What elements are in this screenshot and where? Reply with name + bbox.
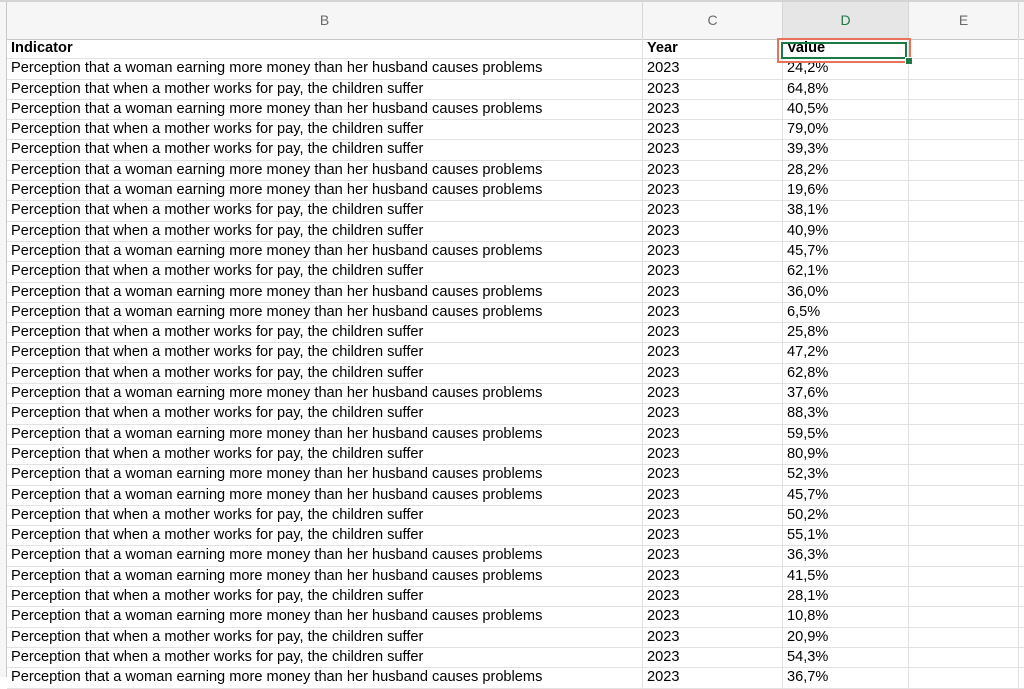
value-cell[interactable]: 40,5%	[783, 100, 909, 119]
value-cell[interactable]: 47,2%	[783, 343, 909, 362]
year-cell[interactable]: 2023	[643, 161, 783, 180]
empty-cell[interactable]	[909, 140, 1019, 159]
empty-cell[interactable]	[909, 668, 1019, 687]
table-row	[7, 486, 1024, 506]
table-row	[7, 120, 1024, 140]
value-cell[interactable]: 88,3%	[783, 404, 909, 423]
indicator-cell[interactable]: Perception that a woman earning more money than her husband causes problems	[7, 668, 643, 687]
column-header-b[interactable]: B	[7, 2, 643, 39]
table-row	[7, 283, 1024, 303]
table-row	[7, 323, 1024, 343]
table-header-row	[7, 39, 1024, 59]
table-row	[7, 546, 1024, 566]
year-cell[interactable]: 2023	[643, 648, 783, 667]
value-cell[interactable]: 45,7%	[783, 242, 909, 261]
year-cell[interactable]: 2023	[643, 587, 783, 606]
indicator-cell[interactable]: Perception that when a mother works for pay, the children suffer	[7, 262, 643, 281]
indicator-cell[interactable]: Perception that when a mother works for pay, the children suffer	[7, 628, 643, 647]
indicator-cell[interactable]: Perception that when a mother works for pay, the children suffer	[7, 80, 643, 99]
value-cell[interactable]: 64,8%	[783, 80, 909, 99]
empty-cell[interactable]	[909, 587, 1019, 606]
value-cell[interactable]: 62,8%	[783, 364, 909, 383]
empty-cell[interactable]	[909, 607, 1019, 626]
year-cell[interactable]: 2023	[643, 607, 783, 626]
indicator-cell[interactable]: Perception that a woman earning more money than her husband causes problems	[7, 242, 643, 261]
indicator-cell[interactable]: Perception that a woman earning more money than her husband causes problems	[7, 465, 643, 484]
year-cell[interactable]: 2023	[643, 445, 783, 464]
table-row	[7, 59, 1024, 79]
year-cell[interactable]: 2023	[643, 140, 783, 159]
value-cell[interactable]: 28,2%	[783, 161, 909, 180]
empty-cell[interactable]	[909, 343, 1019, 362]
empty-cell[interactable]	[909, 486, 1019, 505]
value-cell[interactable]: 40,9%	[783, 222, 909, 241]
year-cell[interactable]: 2023	[643, 323, 783, 342]
table-row	[7, 425, 1024, 445]
value-cell[interactable]: 38,1%	[783, 201, 909, 220]
year-cell[interactable]: 2023	[643, 201, 783, 220]
table-row	[7, 80, 1024, 100]
indicator-cell[interactable]: Perception that a woman earning more money than her husband causes problems	[7, 607, 643, 626]
empty-cell[interactable]	[909, 283, 1019, 302]
value-cell[interactable]: 45,7%	[783, 486, 909, 505]
indicator-cell[interactable]: Perception that a woman earning more money than her husband causes problems	[7, 486, 643, 505]
indicator-cell[interactable]: Perception that a woman earning more money than her husband causes problems	[7, 161, 643, 180]
empty-cell[interactable]	[909, 39, 1019, 58]
year-cell[interactable]: 2023	[643, 80, 783, 99]
year-cell[interactable]: 2023	[643, 59, 783, 78]
table-row	[7, 465, 1024, 485]
year-cell[interactable]: 2023	[643, 262, 783, 281]
year-cell[interactable]: 2023	[643, 283, 783, 302]
empty-cell[interactable]	[909, 80, 1019, 99]
table-row	[7, 648, 1024, 668]
table-row	[7, 161, 1024, 181]
value-cell[interactable]: 62,1%	[783, 262, 909, 281]
table-row	[7, 100, 1024, 120]
empty-cell[interactable]	[909, 262, 1019, 281]
year-cell[interactable]: 2023	[643, 486, 783, 505]
year-cell[interactable]: 2023	[643, 100, 783, 119]
value-cell[interactable]: 59,5%	[783, 425, 909, 444]
value-cell[interactable]: 39,3%	[783, 140, 909, 159]
value-cell[interactable]: 36,0%	[783, 283, 909, 302]
table-row	[7, 567, 1024, 587]
indicator-cell[interactable]: Perception that when a mother works for pay, the children suffer	[7, 140, 643, 159]
year-cell[interactable]: 2023	[643, 404, 783, 423]
indicator-cell[interactable]: Perception that a woman earning more money than her husband causes problems	[7, 59, 643, 78]
value-cell[interactable]: 41,5%	[783, 567, 909, 586]
indicator-cell[interactable]: Perception that when a mother works for pay, the children suffer	[7, 648, 643, 667]
table-row	[7, 364, 1024, 384]
value-cell[interactable]: 80,9%	[783, 445, 909, 464]
table-row	[7, 628, 1024, 648]
cell-grid	[7, 39, 1024, 689]
header-cell-indicator[interactable]: Indicator	[7, 39, 643, 58]
empty-cell[interactable]	[909, 222, 1019, 241]
indicator-cell[interactable]: Perception that when a mother works for pay, the children suffer	[7, 323, 643, 342]
header-cell-value[interactable]: Value	[783, 39, 909, 58]
value-cell[interactable]: 10,8%	[783, 607, 909, 626]
empty-cell[interactable]	[909, 59, 1019, 78]
empty-cell[interactable]	[909, 323, 1019, 342]
empty-cell[interactable]	[909, 546, 1019, 565]
indicator-cell[interactable]: Perception that when a mother works for pay, the children suffer	[7, 364, 643, 383]
table-row	[7, 668, 1024, 688]
empty-cell[interactable]	[909, 242, 1019, 261]
empty-cell[interactable]	[909, 425, 1019, 444]
year-cell[interactable]: 2023	[643, 628, 783, 647]
value-cell[interactable]: 6,5%	[783, 303, 909, 322]
year-cell[interactable]: 2023	[643, 242, 783, 261]
table-row	[7, 140, 1024, 160]
year-cell[interactable]: 2023	[643, 506, 783, 525]
value-cell[interactable]: 25,8%	[783, 323, 909, 342]
indicator-cell[interactable]: Perception that a woman earning more money than her husband causes problems	[7, 546, 643, 565]
empty-cell[interactable]	[909, 120, 1019, 139]
value-cell[interactable]: 19,6%	[783, 181, 909, 200]
header-cell-year[interactable]: Year	[643, 39, 783, 58]
row-header-edge	[0, 2, 7, 677]
table-row	[7, 506, 1024, 526]
year-cell[interactable]: 2023	[643, 120, 783, 139]
indicator-cell[interactable]: Perception that a woman earning more money than her husband causes problems	[7, 425, 643, 444]
indicator-cell[interactable]: Perception that when a mother works for pay, the children suffer	[7, 404, 643, 423]
empty-cell[interactable]	[909, 567, 1019, 586]
year-cell[interactable]: 2023	[643, 546, 783, 565]
column-header-c[interactable]: C	[643, 2, 783, 39]
value-cell[interactable]: 55,1%	[783, 526, 909, 545]
table-row	[7, 242, 1024, 262]
value-cell[interactable]: 20,9%	[783, 628, 909, 647]
table-row	[7, 445, 1024, 465]
empty-cell[interactable]	[909, 465, 1019, 484]
indicator-cell[interactable]: Perception that a woman earning more money than her husband causes problems	[7, 384, 643, 403]
table-row	[7, 222, 1024, 242]
column-header-e[interactable]: E	[909, 2, 1019, 39]
table-row	[7, 343, 1024, 363]
indicator-cell[interactable]: Perception that a woman earning more money than her husband causes problems	[7, 181, 643, 200]
empty-cell[interactable]	[909, 526, 1019, 545]
table-row	[7, 181, 1024, 201]
value-cell[interactable]: 37,6%	[783, 384, 909, 403]
value-cell[interactable]: 28,1%	[783, 587, 909, 606]
empty-cell[interactable]	[909, 100, 1019, 119]
indicator-cell[interactable]: Perception that a woman earning more money than her husband causes problems	[7, 567, 643, 586]
indicator-cell[interactable]: Perception that when a mother works for pay, the children suffer	[7, 343, 643, 362]
table-row	[7, 607, 1024, 627]
table-row	[7, 201, 1024, 221]
column-header-d[interactable]: D	[783, 2, 909, 39]
empty-cell[interactable]	[909, 648, 1019, 667]
empty-cell[interactable]	[909, 506, 1019, 525]
empty-cell[interactable]	[909, 161, 1019, 180]
year-cell[interactable]: 2023	[643, 425, 783, 444]
empty-cell[interactable]	[909, 201, 1019, 220]
year-cell[interactable]: 2023	[643, 181, 783, 200]
indicator-cell[interactable]: Perception that when a mother works for pay, the children suffer	[7, 120, 643, 139]
table-row	[7, 404, 1024, 424]
empty-cell[interactable]	[909, 181, 1019, 200]
year-cell[interactable]: 2023	[643, 222, 783, 241]
empty-cell[interactable]	[909, 445, 1019, 464]
column-header-bar	[0, 2, 1024, 40]
indicator-cell[interactable]: Perception that when a mother works for pay, the children suffer	[7, 201, 643, 220]
indicator-cell[interactable]: Perception that a woman earning more money than her husband causes problems	[7, 100, 643, 119]
table-row	[7, 384, 1024, 404]
indicator-cell[interactable]: Perception that a woman earning more money than her husband causes problems	[7, 303, 643, 322]
value-cell[interactable]: 79,0%	[783, 120, 909, 139]
indicator-cell[interactable]: Perception that when a mother works for pay, the children suffer	[7, 506, 643, 525]
table-row	[7, 303, 1024, 323]
empty-cell[interactable]	[909, 628, 1019, 647]
year-cell[interactable]: 2023	[643, 567, 783, 586]
value-cell[interactable]: 36,3%	[783, 546, 909, 565]
table-row	[7, 262, 1024, 282]
value-cell[interactable]: 50,2%	[783, 506, 909, 525]
indicator-cell[interactable]: Perception that when a mother works for pay, the children suffer	[7, 587, 643, 606]
year-cell[interactable]: 2023	[643, 343, 783, 362]
indicator-cell[interactable]: Perception that a woman earning more money than her husband causes problems	[7, 283, 643, 302]
indicator-cell[interactable]: Perception that when a mother works for pay, the children suffer	[7, 445, 643, 464]
empty-cell[interactable]	[909, 364, 1019, 383]
value-cell[interactable]: 24,2%	[783, 59, 909, 78]
value-cell[interactable]: 36,7%	[783, 668, 909, 687]
indicator-cell[interactable]: Perception that when a mother works for pay, the children suffer	[7, 526, 643, 545]
year-cell[interactable]: 2023	[643, 384, 783, 403]
empty-cell[interactable]	[909, 384, 1019, 403]
value-cell[interactable]: 54,3%	[783, 648, 909, 667]
year-cell[interactable]: 2023	[643, 364, 783, 383]
table-row	[7, 526, 1024, 546]
empty-cell[interactable]	[909, 404, 1019, 423]
year-cell[interactable]: 2023	[643, 465, 783, 484]
year-cell[interactable]: 2023	[643, 526, 783, 545]
year-cell[interactable]: 2023	[643, 668, 783, 687]
empty-cell[interactable]	[909, 303, 1019, 322]
table-row	[7, 587, 1024, 607]
value-cell[interactable]: 52,3%	[783, 465, 909, 484]
year-cell[interactable]: 2023	[643, 303, 783, 322]
indicator-cell[interactable]: Perception that when a mother works for pay, the children suffer	[7, 222, 643, 241]
